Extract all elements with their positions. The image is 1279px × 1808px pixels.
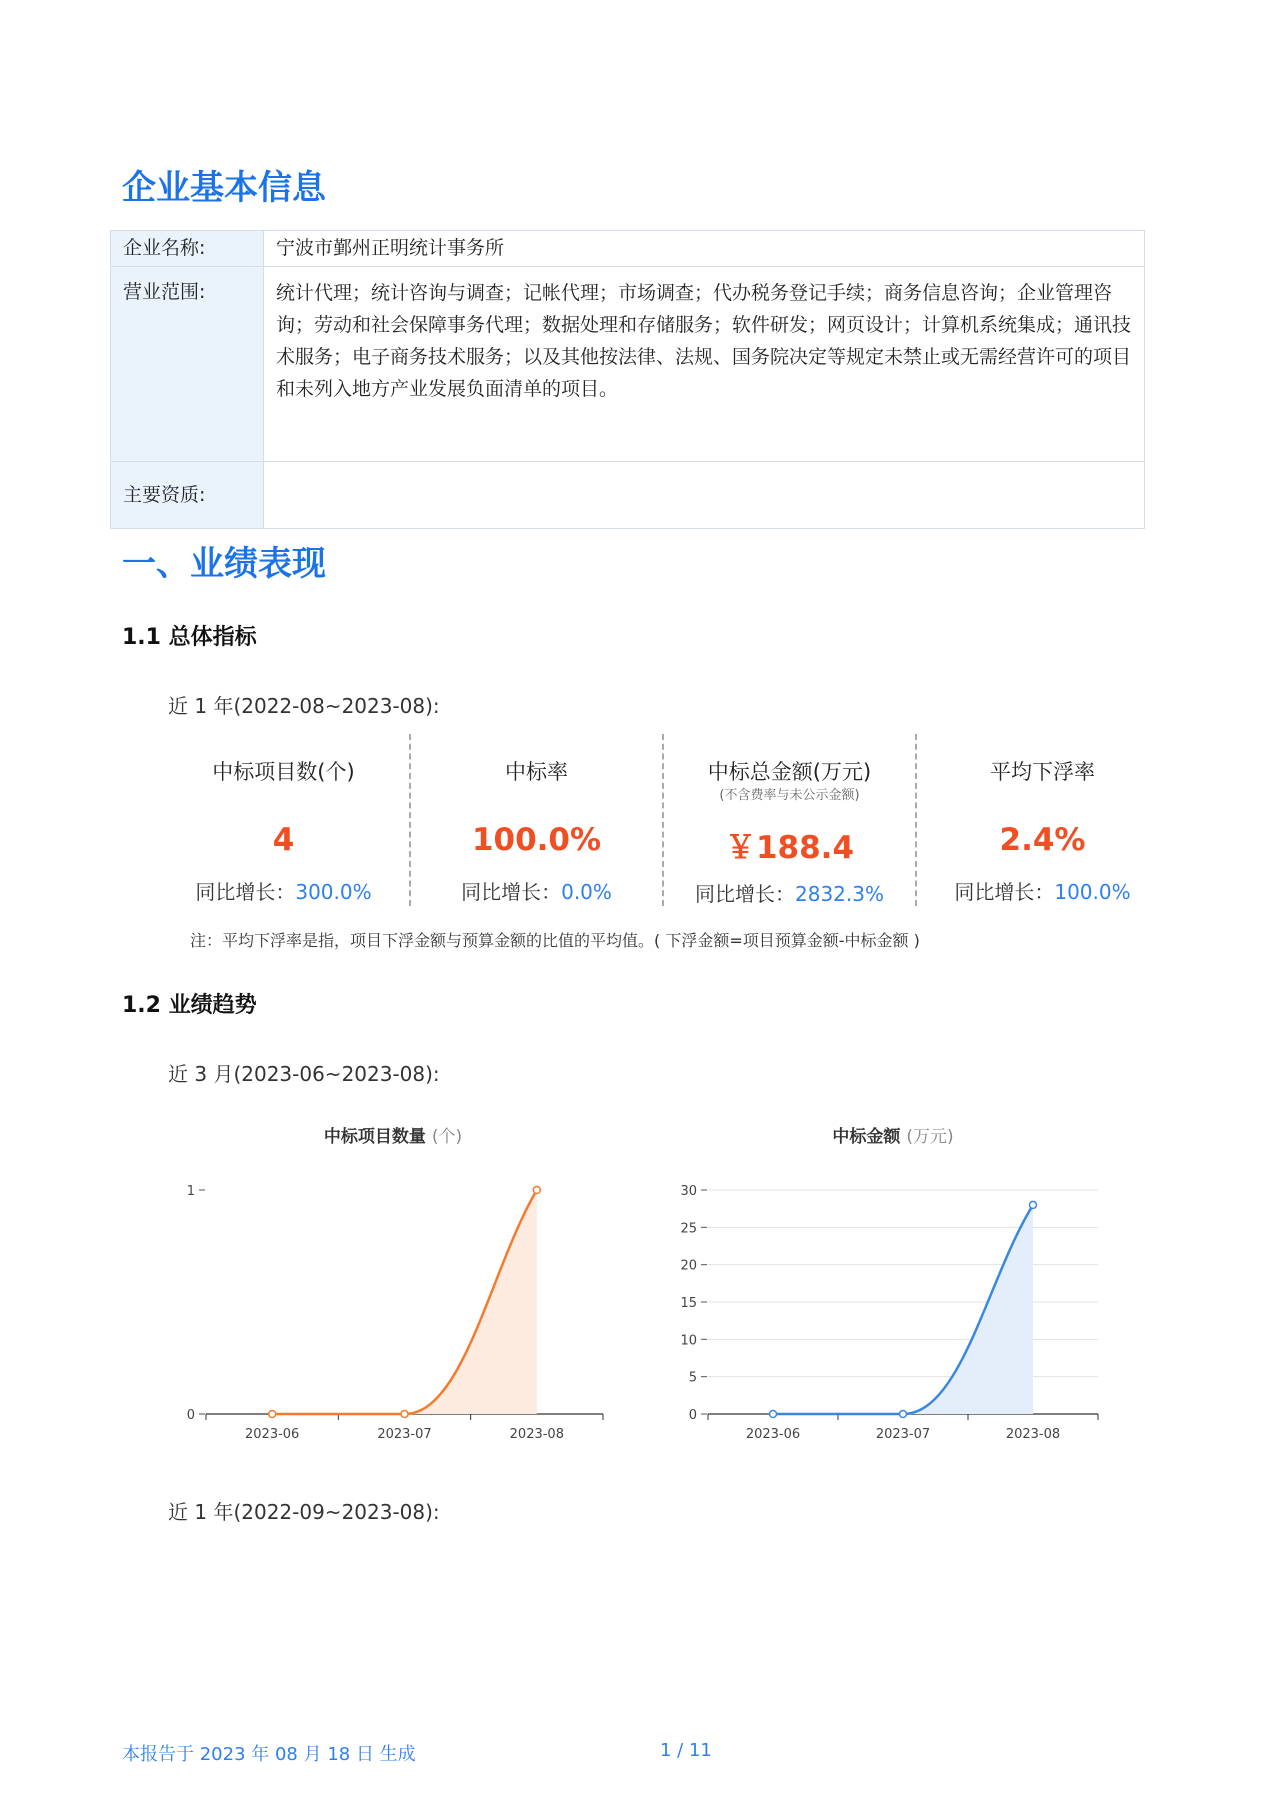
growth-value: 100.0%	[1054, 880, 1131, 904]
overall-metrics-title: 1.1 总体指标	[122, 625, 257, 650]
trend-period-3m: 近 3 月(2023-06~2023-08):	[168, 1062, 440, 1086]
qualification-label: 主要资质:	[111, 462, 264, 529]
metric-total-amount	[664, 734, 917, 906]
business-scope-label: 营业范围:	[111, 267, 264, 462]
chart-unit: (万元)	[906, 1127, 954, 1147]
company-info-table	[110, 230, 1145, 529]
qualification-value	[264, 462, 1145, 529]
data-point	[770, 1411, 777, 1418]
metric-bid-count	[158, 734, 411, 906]
bid-amount-chart	[668, 1112, 1118, 1452]
y-tick-label: 10	[680, 1333, 697, 1349]
data-point	[900, 1411, 907, 1418]
y-tick-label: 0	[186, 1408, 195, 1423]
metrics-panel	[158, 734, 1168, 906]
trend-title: 1.2 业绩趋势	[122, 993, 257, 1018]
metric-win-rate	[411, 734, 664, 906]
growth-value: 2832.3%	[795, 882, 884, 906]
metric-title: 平均下浮率	[990, 760, 1095, 784]
metric-avg-discount	[917, 734, 1168, 906]
series-area	[272, 1190, 537, 1414]
performance-section-title: 一、业绩表现	[122, 544, 326, 584]
bid-count-chart	[168, 1112, 618, 1452]
overall-period: 近 1 年(2022-08~2023-08):	[168, 694, 440, 718]
x-tick-label: 2023-07	[377, 1427, 432, 1442]
data-point	[1030, 1201, 1037, 1208]
x-tick-label: 2023-06	[745, 1427, 801, 1442]
company-name-value: 宁波市鄞州正明统计事务所	[264, 231, 1145, 267]
metrics-note: 注：平均下浮率是指，项目下浮金额与预算金额的比值的平均值。( 下浮金额=项目预算金额-中标金额 )	[190, 931, 920, 950]
data-point	[401, 1411, 408, 1418]
metric-value: 4	[272, 822, 295, 858]
metric-value: 100.0%	[471, 822, 602, 858]
y-tick-label: 0	[688, 1408, 697, 1423]
metric-title: 中标总金额(万元)	[707, 760, 872, 784]
chart-title-text: 中标项目数量	[323, 1127, 426, 1147]
metric-value: ￥188.4	[724, 830, 855, 866]
metric-title: 中标率	[505, 760, 568, 784]
metric-title: 中标项目数(个)	[212, 760, 355, 784]
y-tick-label: 30	[680, 1184, 697, 1199]
metric-growth	[411, 876, 662, 905]
table-row	[111, 462, 1145, 529]
page-number: 1 / 11	[660, 1740, 712, 1761]
metric-growth	[158, 876, 409, 905]
y-tick-label: 20	[680, 1258, 697, 1274]
x-tick-label: 2023-06	[245, 1427, 300, 1442]
growth-label: 同比增长：	[461, 880, 562, 904]
metric-subtitle: (不含费率与未公示金额)	[719, 788, 860, 803]
y-tick-label: 25	[680, 1221, 697, 1237]
chart-title	[168, 1122, 618, 1147]
growth-label: 同比增长：	[195, 880, 296, 904]
chart-title	[668, 1122, 1118, 1147]
bid-count-chart-svg	[168, 1112, 618, 1452]
company-section-title: 企业基本信息	[122, 168, 326, 208]
y-tick-label: 15	[680, 1296, 697, 1311]
y-tick-label: 5	[688, 1370, 697, 1386]
metric-growth	[664, 878, 915, 907]
metric-value: 2.4%	[999, 822, 1086, 858]
x-tick-label: 2023-07	[875, 1427, 931, 1442]
bid-amount-chart-svg	[668, 1112, 1118, 1452]
chart-title-text: 中标金额	[832, 1127, 901, 1147]
x-tick-label: 2023-08	[1005, 1427, 1061, 1442]
series-area	[773, 1205, 1033, 1414]
y-tick-label: 1	[186, 1184, 195, 1199]
data-point	[269, 1411, 276, 1418]
chart-unit: (个)	[431, 1127, 463, 1147]
footer-generated-date: 本报告于 2023 年 08 月 18 日 生成	[122, 1744, 416, 1765]
table-row	[111, 267, 1145, 462]
growth-value: 300.0%	[295, 880, 372, 904]
data-point	[533, 1187, 540, 1194]
growth-label: 同比增长：	[954, 880, 1055, 904]
metric-growth	[917, 876, 1168, 905]
x-tick-label: 2023-08	[509, 1427, 564, 1442]
company-name-label: 企业名称:	[111, 231, 264, 267]
table-row	[111, 231, 1145, 267]
trend-period-1y: 近 1 年(2022-09~2023-08):	[168, 1500, 440, 1524]
growth-value: 0.0%	[561, 880, 612, 904]
business-scope-value: 统计代理；统计咨询与调查；记帐代理；市场调查；代办税务登记手续；商务信息咨询；企业管理咨询；劳动和社会保障事务代理；数据处理和存储服务；软件研发；网页设计；计算机系统集成；通讯技术服务；电子商务技术服务；以及其他按法律、法规、国务院决定等规定未禁止或无需经营许可的项目和未列入地方产业发展负面清单的项目。	[264, 267, 1145, 462]
growth-label: 同比增长：	[695, 882, 795, 906]
